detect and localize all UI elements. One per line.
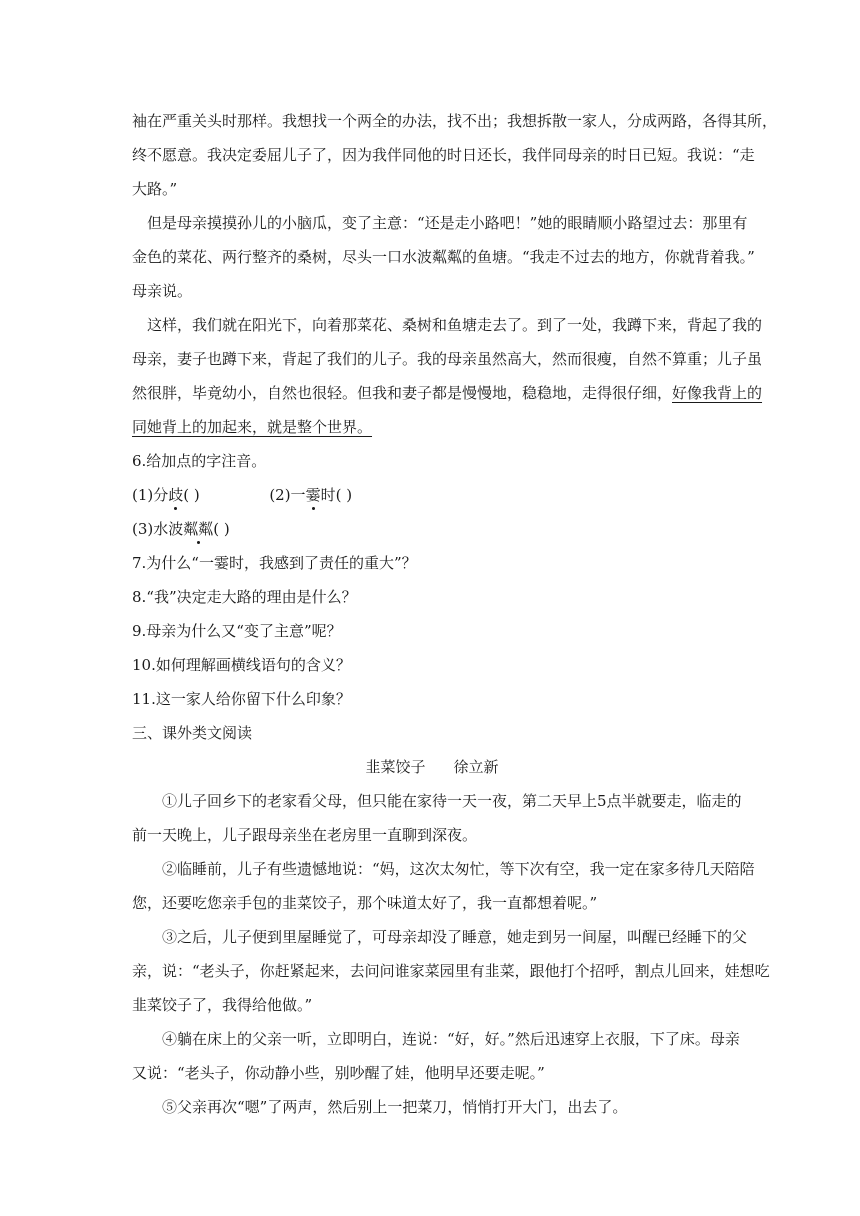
passage-line: 但是母亲摸摸孙儿的小脑瓜，变了主意：“还是走小路吧！”她的眼睛顺小路望过去：那里有	[147, 214, 748, 232]
article-line: ②临睡前，儿子有些遗憾地说：“妈，这次太匆忙，等下次有空，我一定在家多待几天陪陪	[162, 860, 755, 878]
article-line: ④躺在床上的父亲一听，立即明白，连说：“好，好。”然后迅速穿上衣服，下了床。母亲	[162, 1030, 740, 1048]
article-line: 亲，说：“老头子，你赶紧起来，去问问谁家菜园里有韭菜，跟他打个招呼，割点儿回来，娃想吃	[132, 962, 770, 980]
question-7: 7.为什么“一霎时，我感到了责任的重大”？	[132, 554, 417, 572]
article-line: 前一天晚上，儿子跟母亲坐在老房里一直聊到深夜。	[132, 826, 478, 844]
underlined-sentence: 同她背上的加起来，就是整个世界。	[132, 418, 373, 436]
passage-line: 金色的菜花、两行整齐的桑树，尽头一口水波粼粼的鱼塘。“我走不过去的地方，你就背着我。”	[132, 248, 755, 266]
article-line: ③之后，儿子便到里屋睡觉了，可母亲却没了睡意，她走到另一间屋，叫醒已经睡下的父	[162, 928, 748, 946]
passage-line	[132, 410, 732, 444]
underlined-sentence: 好像我背上的	[672, 384, 763, 402]
question-6-items	[132, 512, 732, 546]
question-6: 6.给加点的字注音。	[132, 452, 267, 470]
article-author: 徐立新	[453, 758, 499, 776]
article-line: 您，还要吃您亲手包的韭菜饺子，那个味道太好了，我一直都想着呢。”	[132, 894, 598, 912]
question-11: 11.这一家人给你留下什么印象？	[132, 690, 351, 708]
question-6-items	[132, 478, 732, 512]
dotted-char: 霎	[306, 478, 321, 512]
dotted-char: 粼粼	[183, 512, 213, 546]
document-content	[132, 104, 778, 1124]
article-line: ⑤父亲再次“嗯”了两声，然后别上一把菜刀，悄悄打开大门，出去了。	[162, 1098, 628, 1116]
article-line: ①儿子回乡下的老家看父母，但只能在家待一天一夜，第二天早上5点半就要走，临走的	[162, 792, 742, 810]
passage-line: 母亲，妻子也蹲下来，背起了我们的儿子。我的母亲虽然高大，然而很瘦，自然不算重；儿子虽	[132, 350, 763, 368]
q6-item-3: (3)水波粼粼( )	[132, 520, 230, 538]
passage-text: 然很胖，毕竟幼小，自然也很轻。但我和妻子都是慢慢地，稳稳地，走得很仔细，	[132, 384, 673, 402]
question-8: 8.“我”决定走大路的理由是什么？	[132, 588, 357, 606]
question-10: 10.如何理解画横线语句的含义？	[132, 656, 351, 674]
article-line: 又说：“老头子，你动静小些，别吵醒了娃，他明早还要走呢。”	[132, 1064, 545, 1082]
passage-line: 大路。”	[132, 180, 178, 198]
article-title-line	[132, 750, 732, 784]
passage-line: 终不愿意。我决定委屈儿子了，因为我伴同他的时日还长，我伴同母亲的时日已短。我说：“走	[132, 146, 755, 164]
passage-line	[132, 376, 763, 410]
passage-line: 这样，我们就在阳光下，向着那菜花、桑树和鱼塘走去了。到了一处，我蹲下来，背起了我的	[147, 316, 763, 334]
section-heading: 三、课外类文阅读	[132, 724, 253, 742]
passage-line: 袖在严重关头时那样。我想找一个两全的办法，找不出；我想拆散一家人，分成两路，各得其所，	[132, 112, 778, 130]
article-line: 韭菜饺子了，我得给他做。”	[132, 996, 313, 1014]
q6-item-2: (2)一霎时( )	[269, 486, 352, 504]
passage-line: 母亲说。	[132, 282, 193, 300]
dotted-char: 歧	[168, 478, 183, 512]
question-9: 9.母亲为什么又“变了主意”呢？	[132, 622, 342, 640]
q6-item-1: (1)分歧( )	[132, 486, 200, 504]
article-title: 韭菜饺子	[365, 758, 426, 776]
